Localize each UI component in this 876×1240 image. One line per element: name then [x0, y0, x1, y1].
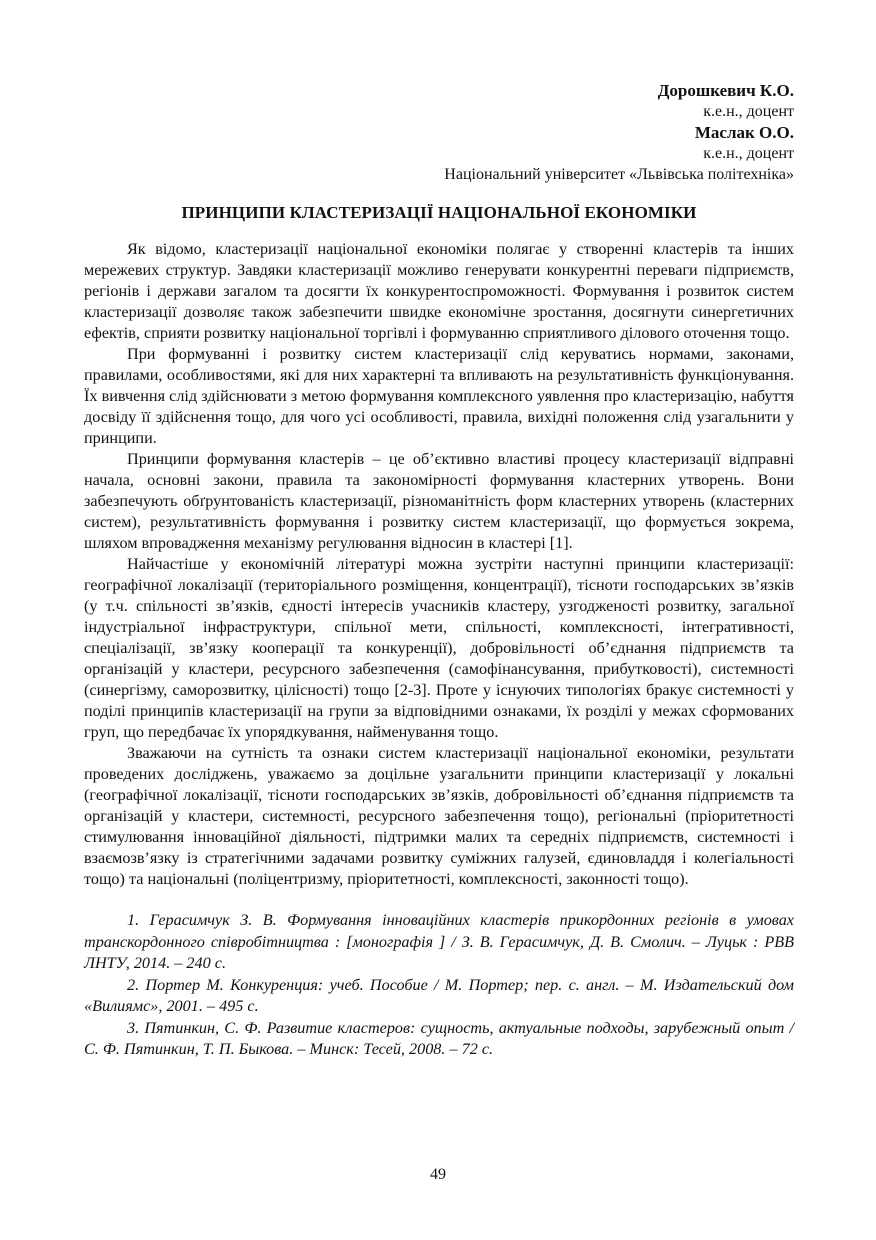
body-paragraph: Зважаючи на сутність та ознаки систем кластеризації національної економіки, результати проведених досліджень, уважаємо за доцільне узагальнити принципи кластеризації у локальні (географічної локалізації, тісноти господарських зв’язків, добровільності об’єднання підприємств та організацій у кластери, системності, ресурсного забезпечення тощо), регіональні (пріоритетності стимулювання інноваційної діяльності, підтримки малих та середніх підприємств, системності і взаємозв’язку із стратегічними задачами розвитку суміжних галузей, єдиновладдя і колегіальності тощо) та національні (поліцентризму, пріоритетності, комплексності, законності тощо). — [84, 744, 794, 888]
reference-item: 2. Портер М. Конкуренция: учеб. Пособие / М. Портер; пер. с. англ. – М. Издательский дом «Вилиямс», 2001. – 495 с. — [84, 975, 794, 1015]
author-block — [84, 80, 794, 185]
reference-item: 3. Пятинкин, С. Ф. Развитие кластеров: сущность, актуальные подходы, зарубежный опыт / С. Ф. Пятинкин, Т. П. Быкова. – Минск: Тесей, 2008. – 72 с. — [84, 1018, 794, 1058]
author-name: Дорошкевич К.О. — [657, 81, 794, 100]
page-content — [84, 80, 794, 1061]
body-paragraph: Найчастіше у економічній літературі можна зустріти наступні принципи кластеризації: географічної локалізації (територіального розміщення, концентрації), тісноти господарських зв’язків (у т.ч. спільності зв’язків, єдності інтересів учасників кластеру, узгодженості розвитку, загальної індустріальної інфраструктури, спільної мети, спільності, комплексності, інтегративності, спеціалізації, зв’язку кооперації та конкуренції), добровільності об’єднання підприємств та організацій у кластери, ресурсного забезпечення (самофінансування, прибутковості), системності (синергізму, саморозвитку, цілісності) тощо [2-3]. Проте у існуючих типологіях бракує системності у поділі принципів кластеризації на групи за відповідними ознаками, їх розділі у межах сформованих груп, що передбачає їх упорядкування, найменування тощо. — [84, 555, 794, 741]
author-degree: к.е.н., доцент — [703, 103, 794, 120]
body-paragraph: Принципи формування кластерів – це об’єктивно властиві процесу кластеризації відправні начала, основні закони, правила та закономірності формування кластерних утворень. Вони забезпечують обґрунтованість кластеризації, різноманітність форм кластерних утворень (кластерних систем), результативність формування і розвитку систем кластеризації, що формується зокрема, шляхом впровадження механізму регулювання відносин в кластері [1]. — [84, 450, 794, 552]
page-number: 49 — [430, 1166, 446, 1183]
author-name: Маслак О.О. — [694, 123, 794, 142]
body-paragraph: Як відомо, кластеризації національної економіки полягає у створенні кластерів та інших мережевих структур. Завдяки кластеризації можливо генерувати конкурентні переваги підприємств, регіонів і держави загалом та досягти їх конкурентоспроможності. Формування і розвиток систем кластеризації дозволяє також забезпечити швидке економічне зростання, досягнути синергетичних ефектів, сприяти розвитку національної торгівлі і формуванню сприятливого ділового оточення тощо. — [84, 240, 794, 342]
reference-list — [84, 910, 794, 1061]
body-paragraph: При формуванні і розвитку систем кластеризації слід керуватись нормами, законами, правилами, особливостями, які для них характерні та впливають на результативність функціонування. Їх вивчення слід здійснювати з метою формування комплексного уявлення про кластеризацію, набуття досвіду її здійснення тощо, для чого усі особливості, правила, вихідні положення слід узагальнити у принципи. — [84, 345, 794, 447]
article-title: ПРИНЦИПИ КЛАСТЕРИЗАЦІЇ НАЦІОНАЛЬНОЇ ЕКОНОМІКИ — [181, 203, 697, 222]
article-body — [84, 239, 794, 890]
author-degree: к.е.н., доцент — [703, 145, 794, 162]
reference-item: 1. Герасимчук З. В. Формування інноваційних кластерів прикордонних регіонів в умовах транскордонного співробітництва : [монографія ] / З. В. Герасимчук, Д. В. Смолич. – Луцьк : РВВ ЛНТУ, 2014. – 240 с. — [84, 911, 794, 972]
affiliation: Національний університет «Львівська політехніка» — [444, 166, 794, 183]
